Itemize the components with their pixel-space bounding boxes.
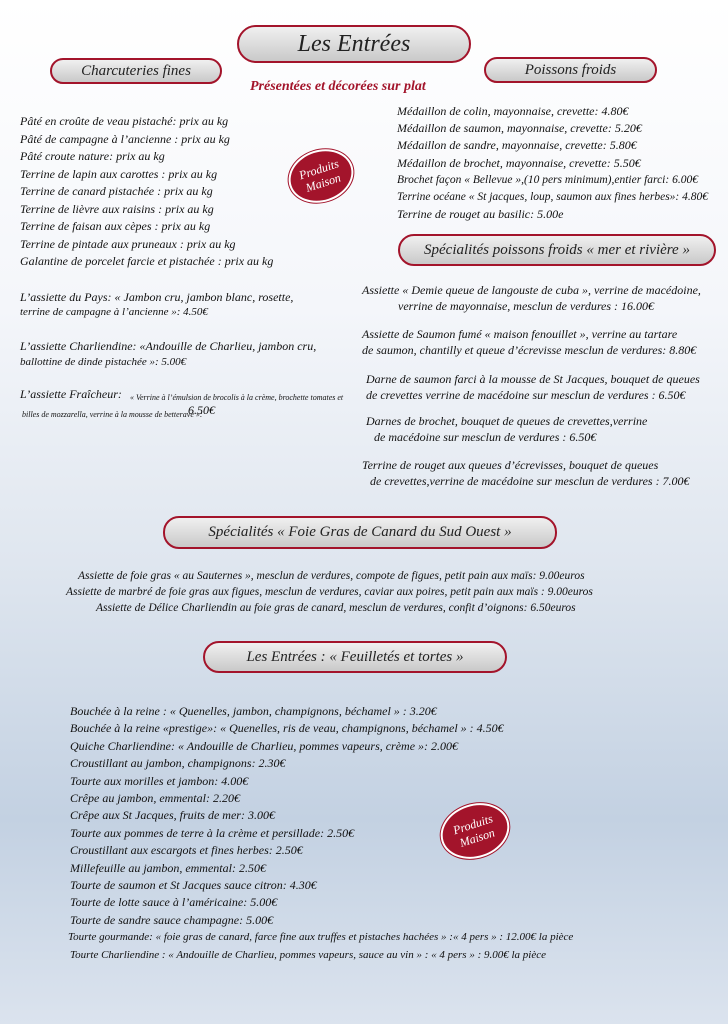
brochet-bellevue: Brochet façon « Bellevue »,(10 pers minimum),entier farci: 6.00€ <box>397 174 698 186</box>
charcuterie-heading: Charcuteries fines <box>50 58 222 84</box>
produits-maison-badge-2: Produits Maison <box>433 795 516 868</box>
terrine-rouget: Terrine de rouget au basilic: 5.00e <box>397 207 564 221</box>
feuillete-item: Crêpe aux St Jacques, fruits de mer: 3.00€ <box>70 808 275 823</box>
charcuterie-item: Terrine de faisan aux cèpes : prix au kg <box>20 219 211 233</box>
assiette-charliendine-line-2: ballottine de dinde pistachée »: 5.00€ <box>20 356 187 368</box>
charcuterie-item: Terrine de lièvre aux raisins : prix au kg <box>20 201 214 216</box>
foie-gras-heading: Spécialités « Foie Gras de Canard du Sud Ouest » <box>163 516 557 549</box>
specialite-poisson-line: de macédoine sur mesclun de verdures : 6.50€ <box>374 430 597 444</box>
assiette-pays-line-1: L’assiette du Pays: « Jambon cru, jambon blanc, rosette, <box>20 290 294 304</box>
charcuterie-item: Pâté de campagne à l’ancienne : prix au kg <box>20 131 230 146</box>
assiette-charliendine-line-1: L’assiette Charliendine: «Andouille de Charlieu, jambon cru, <box>20 339 317 353</box>
feuillete-item: Tourte de saumon et St Jacques sauce citron: 4.30€ <box>70 878 317 892</box>
produits-maison-badge: Produits Maison <box>282 141 361 211</box>
page-title: Les Entrées <box>297 31 411 57</box>
feuillete-item: Croustillant au jambon, champignons: 2.30€ <box>70 756 286 771</box>
specialites-poissons-heading: Spécialités poissons froids « mer et rivière » <box>398 234 716 266</box>
feuillete-item: Quiche Charliendine: « Andouille de Charlieu, pommes vapeurs, crème »: 2.00€ <box>70 738 459 753</box>
terrine-oceane: Terrine océane « St jacques, loup, saumon aux fines herbes»: 4.80€ <box>397 191 708 203</box>
feuillete-item: Tourte de sandre sauce champagne: 5.00€ <box>70 912 274 927</box>
assiette-pays-line-2: terrine de campagne à l’ancienne »: 4.50€ <box>20 306 208 318</box>
page-title-banner <box>237 25 471 63</box>
feuillete-item: Tourte aux pommes de terre à la crème et persillade: 2.50€ <box>70 825 355 840</box>
feuillete-item: Bouchée à la reine : « Quenelles, jambon, champignons, béchamel » : 3.20€ <box>70 704 437 718</box>
feuillete-item: Croustillant aux escargots et fines herbes: 2.50€ <box>70 843 303 858</box>
poissons-item: Médaillon de brochet, mayonnaise, crevette: 5.50€ <box>397 155 641 170</box>
poissons-item: Médaillon de colin, mayonnaise, crevette: 4.80€ <box>397 104 629 118</box>
assiette-fraicheur-desc-2: billes de mozzarella, verrine à la mousse de betterave »: <box>22 410 203 419</box>
subtitle: Présentées et décorées sur plat <box>250 79 426 94</box>
poissons-item: Médaillon de sandre, mayonnaise, crevette: 5.80€ <box>397 138 637 153</box>
feuillete-item: Tourte gourmande: « foie gras de canard, farce fine aux truffes et pistaches hachées » :« 4 pers » : 12.00€ la pièce <box>68 931 574 944</box>
feuillete-item: Tourte aux morilles et jambon: 4.00€ <box>70 773 249 788</box>
specialite-poisson-line: de crevettes verrine de macédoine sur mesclun de verdures : 6.50€ <box>366 388 686 402</box>
charcuterie-item: Pâté croute nature: prix au kg <box>20 149 165 163</box>
foie-gras-line: Assiette de foie gras « au Sauternes », mesclun de verdures, compote de figues, petit pain aux maïs: 9.00euros <box>78 570 585 582</box>
charcuterie-item: Terrine de pintade aux pruneaux : prix au kg <box>20 236 236 251</box>
specialite-poisson-line: Darne de saumon farci à la mousse de St Jacques, bouquet de queues <box>366 372 700 386</box>
specialite-poisson-line: Darnes de brochet, bouquet de queues de crevettes,verrine <box>366 414 648 428</box>
charcuterie-item: Pâté en croûte de veau pistaché: prix au kg <box>20 114 229 128</box>
specialite-poisson-line: de saumon, chantilly et queue d’écrevisse mesclun de verdures: 8.80€ <box>362 343 697 357</box>
poissons-heading: Poissons froids <box>484 57 657 83</box>
charcuterie-item: Terrine de canard pistachée : prix au kg <box>20 184 213 198</box>
specialite-poisson-line: verrine de mayonnaise, mesclun de verdures : 16.00€ <box>398 299 655 313</box>
foie-gras-line: Assiette de marbré de foie gras aux figues, mesclun de verdures, caviar aux poires, petit pain aux maïs : 9.00euros <box>66 586 593 598</box>
assiette-fraicheur-label: L’assiette Fraîcheur: <box>20 387 122 401</box>
feuillete-item: Bouchée à la reine «prestige»: « Quenelles, ris de veau, champignons, béchamel » : 4.50€ <box>70 721 504 736</box>
charcuterie-item: Galantine de porcelet farcie et pistachée : prix au kg <box>20 254 274 268</box>
assiette-fraicheur-price: 6.50€ <box>188 403 215 417</box>
feuillete-item: Millefeuille au jambon, emmental: 2.50€ <box>70 860 266 875</box>
charcuterie-item: Terrine de lapin aux carottes : prix au kg <box>20 166 218 181</box>
foie-gras-line: Assiette de Délice Charliendin au foie gras de canard, mesclun de verdures, confit d’oignons: 6.50euros <box>96 602 576 614</box>
feuillete-item: Crêpe au jambon, emmental: 2.20€ <box>70 791 240 805</box>
feuilletes-heading: Les Entrées : « Feuilletés et tortes » <box>203 641 507 673</box>
feuillete-item: Tourte Charliendine : « Andouille de Charlieu, pommes vapeurs, sauce au vin » : « 4 pers » : 9.00€ la pièce <box>70 948 546 961</box>
assiette-fraicheur-desc-1: « Verrine à l’émulsion de brocolis à la crème, brochette tomates et <box>130 393 344 402</box>
specialite-poisson-line: Assiette de Saumon fumé « maison fenouillet », verrine au tartare <box>362 327 678 341</box>
poissons-item: Médaillon de saumon, mayonnaise, crevette: 5.20€ <box>397 121 642 136</box>
specialite-poisson-line: de crevettes,verrine de macédoine sur mesclun de verdures : 7.00€ <box>370 474 690 488</box>
feuillete-item: Tourte de lotte sauce à l’américaine: 5.00€ <box>70 895 278 910</box>
specialite-poisson-line: Terrine de rouget aux queues d’écrevisses, bouquet de queues <box>362 458 659 472</box>
specialite-poisson-line: Assiette « Demie queue de langouste de cuba », verrine de macédoine, <box>362 283 701 297</box>
